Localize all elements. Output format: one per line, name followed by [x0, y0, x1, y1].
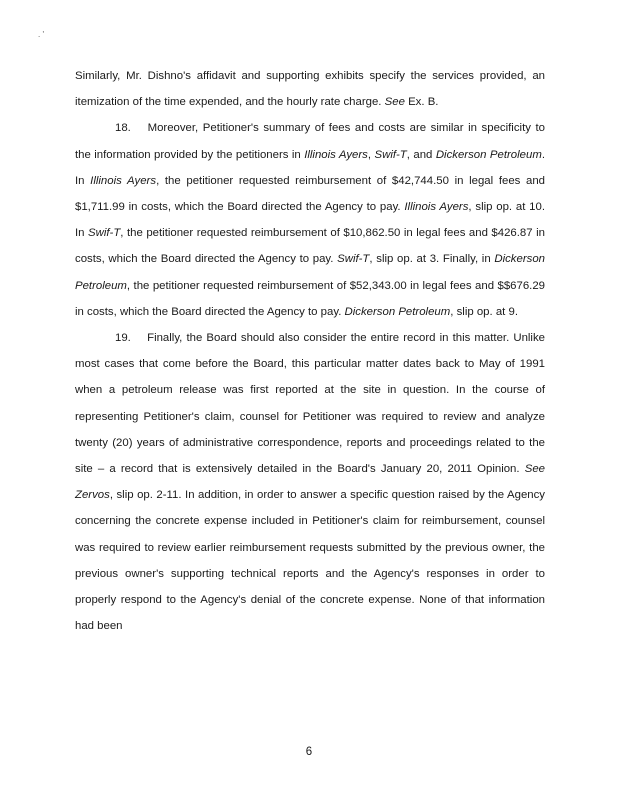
case-name: Dickerson Petroleum	[344, 305, 451, 318]
text-run: Ex. B.	[404, 96, 439, 109]
citation-signal: See	[384, 96, 405, 109]
text-run: Moreover, Petitioner's summary of fees and costs are similar in specificity to the information provided by the petitioners in	[75, 122, 545, 161]
paragraph-number: 19.	[115, 332, 131, 345]
paragraph-18	[75, 115, 545, 325]
case-name: See Zervos	[75, 463, 545, 502]
text-run: , slip op. 2-11. In addition, in order to answer a specific question raised by the Agency concerning the concrete expense included in Petitioner's claim for reimbursement, counsel was required to review earlier reimbursement requests submitted by the previous owner, the previous owner's supporting technical reports and the Agency's responses in order to properly respond to the Agency's denial of the concrete expense. None of that information had been	[75, 489, 545, 633]
text-run: , slip op. at 3. Finally, in	[369, 253, 495, 266]
text-run: , the petitioner requested reimbursement of $42,744.50 in legal fees and $1,711.99 in costs, which the Board directed the Agency to pay.	[75, 174, 545, 214]
case-name: Dickerson Petroleum	[75, 253, 545, 292]
text-run: , the petitioner requested reimbursement of $10,862.50 in legal fees and $426.87 in costs, which the Board directed the Agency to pay.	[75, 227, 545, 266]
text-run: ,	[367, 148, 375, 161]
text-run: Finally, the Board should also consider the entire record in this matter. Unlike most cases that come before the Board, this particular matter dates back to May of 1991 when a petroleum release was first reported at the site in question. In the course of representing Petitioner's claim, counsel for Petitioner was required to review and analyze twenty (20) years of administrative correspondence, reports and proceedings related to the site – a record that is extensively detailed in the Board's January 20, 2011 Opinion.	[75, 332, 545, 476]
paragraph-17-tail	[75, 63, 545, 115]
case-name: Dickerson Petroleum	[435, 148, 542, 161]
case-name: Swif-T	[374, 148, 407, 161]
corner-mark: . '	[38, 30, 44, 39]
document-body	[75, 63, 545, 639]
text-run: Similarly, Mr. Dishno's affidavit and supporting exhibits specify the services provided, an itemization of the time expended, and the hourly rate charge.	[75, 70, 545, 109]
paragraph-number: 18.	[115, 122, 131, 135]
case-name: Swif-T	[337, 253, 370, 266]
text-run: . In	[75, 148, 545, 187]
case-name: Illinois Ayers	[404, 201, 469, 214]
paragraph-19	[75, 325, 545, 639]
case-name: Swif-T	[88, 227, 121, 240]
text-run: , slip op. at 9.	[450, 305, 519, 318]
text-run: , and	[406, 148, 436, 161]
text-run: , the petitioner requested reimbursement of $52,343.00 in legal fees and $$676.29 in costs, which the Board directed the Agency to pay.	[75, 279, 545, 318]
text-run: , slip op. at 10. In	[75, 201, 545, 240]
case-name: Illinois Ayers	[90, 174, 157, 187]
page-number: 6	[305, 746, 313, 758]
case-name: Illinois Ayers	[304, 148, 368, 161]
